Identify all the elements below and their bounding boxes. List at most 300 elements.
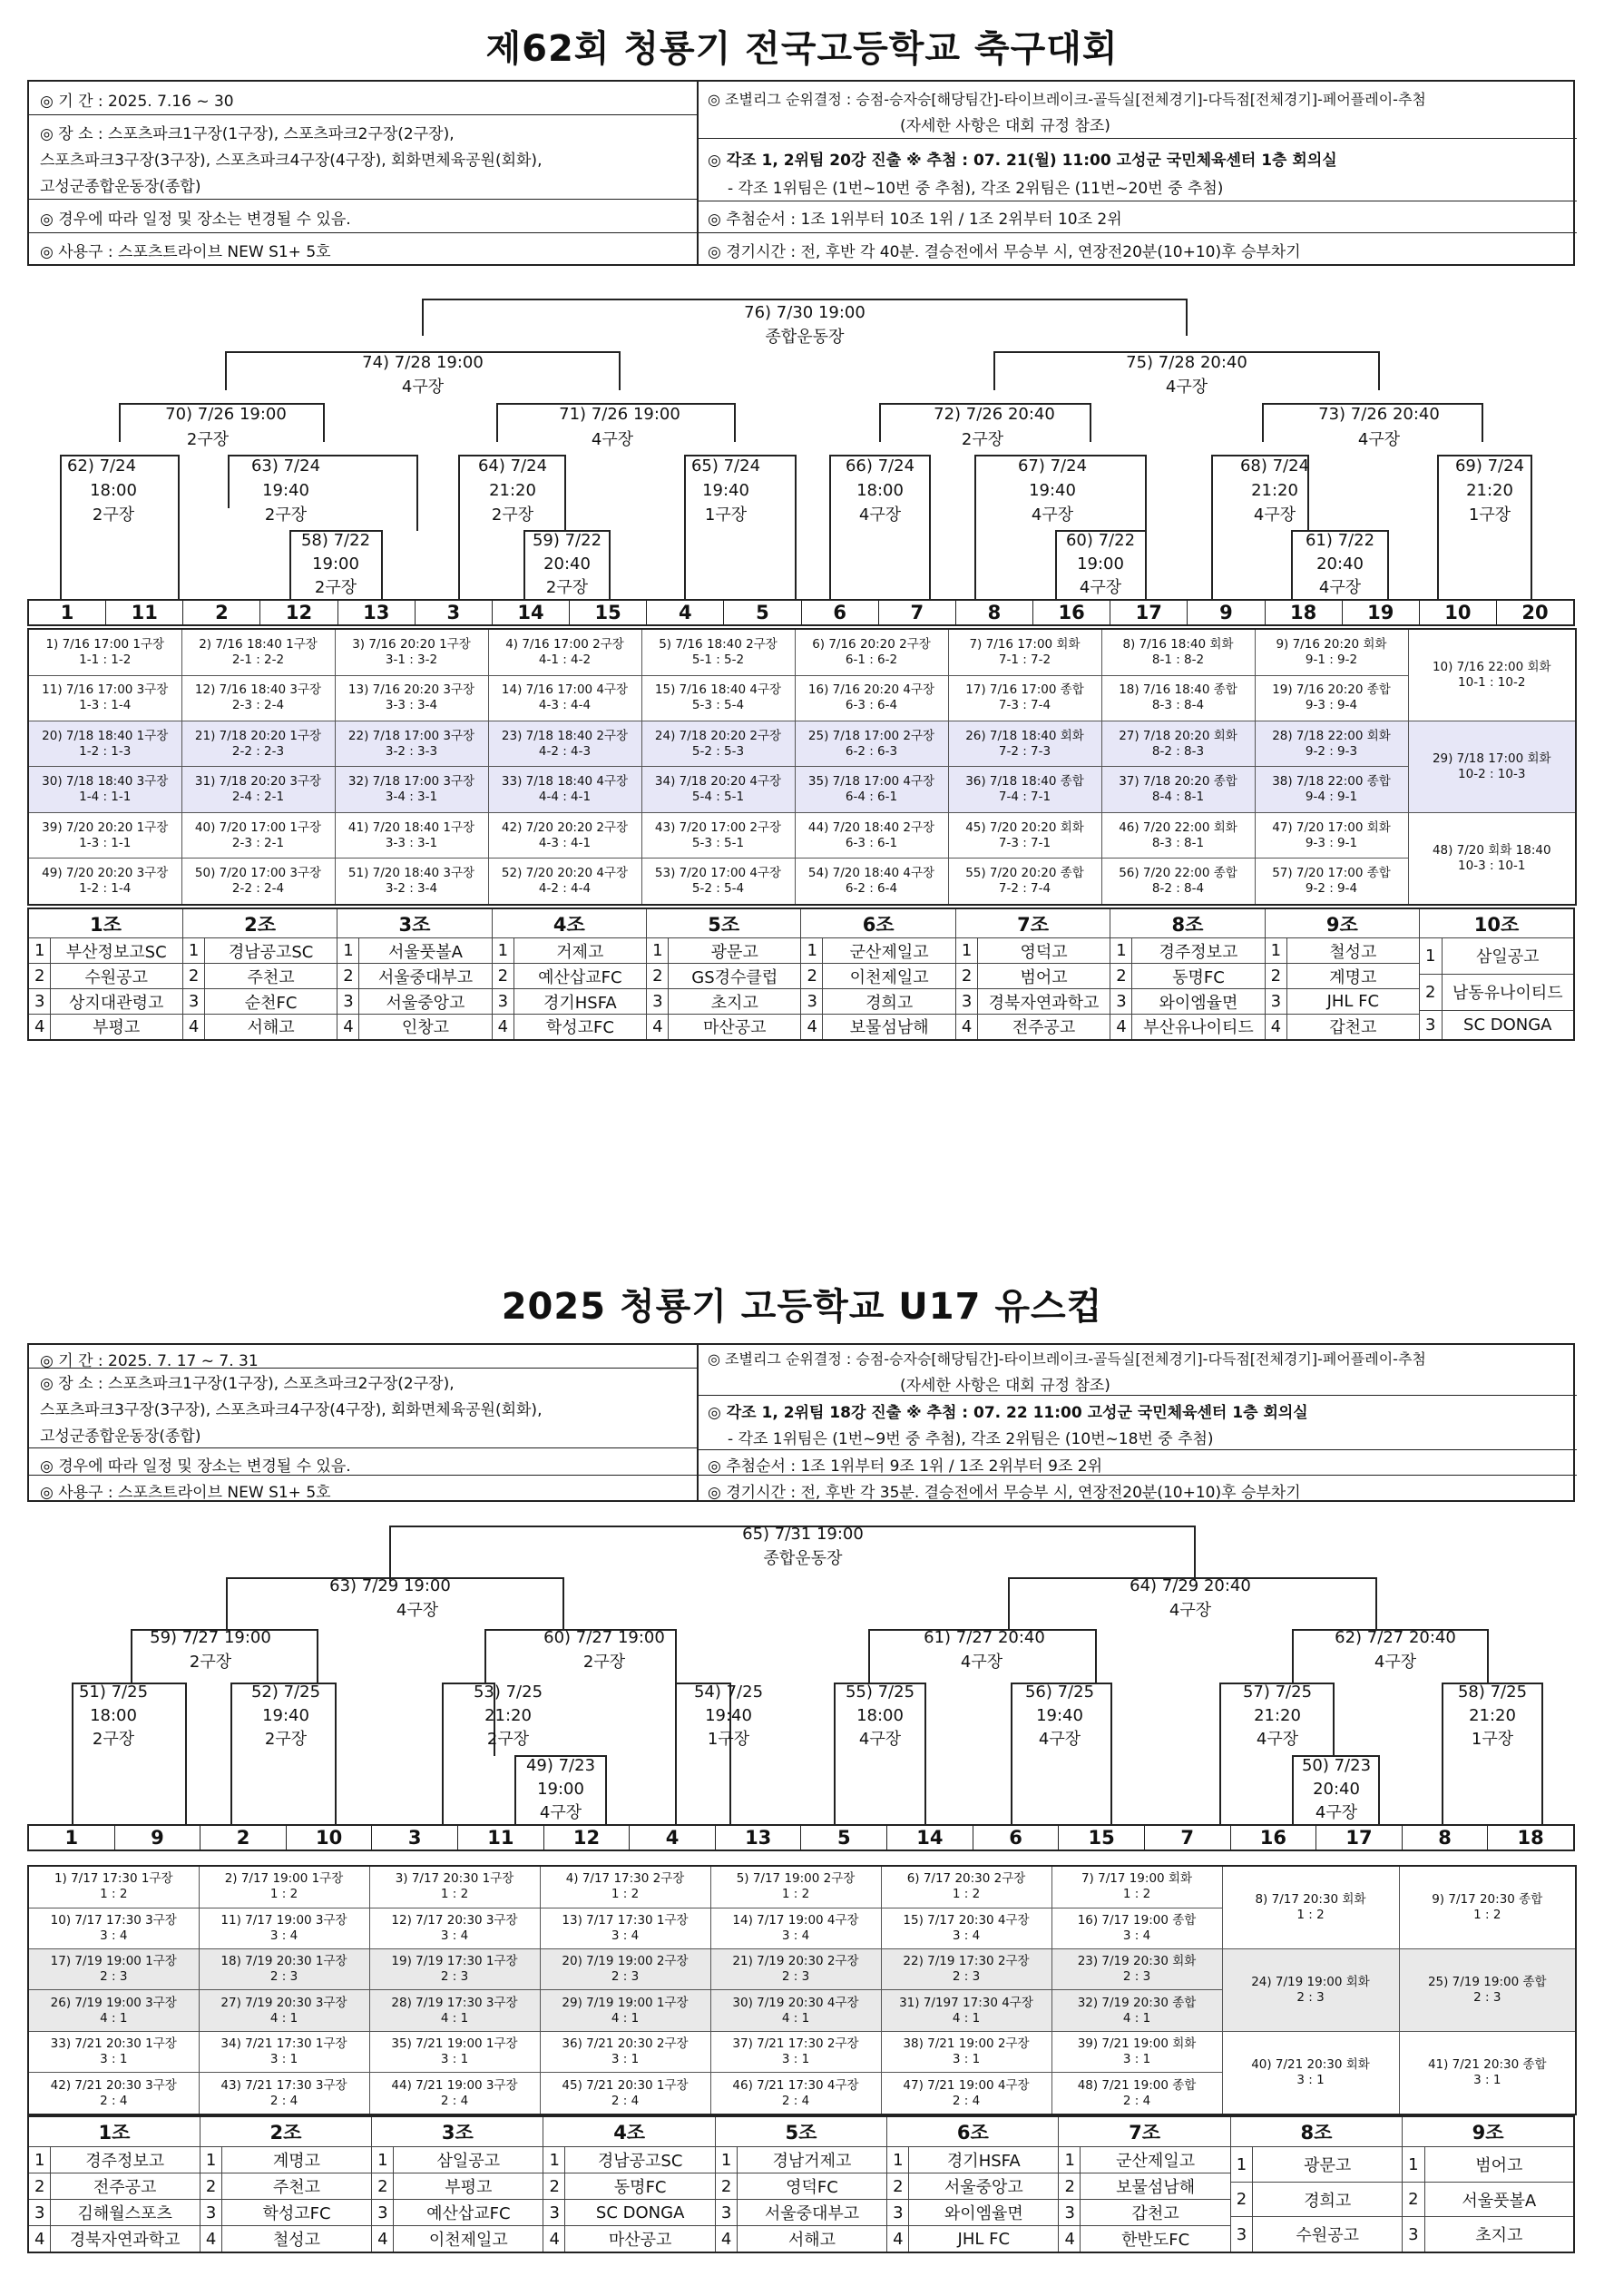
match-pairing: 5-2 : 5-3	[691, 743, 745, 759]
info-draw-detail: - 각조 1위팀은 (1번~10번 중 추첨), 각조 2위팀은 (11번~20번 중 추첨)	[728, 180, 1224, 198]
team-rank: 2	[337, 964, 359, 989]
match-pairing: 4 : 1	[440, 2010, 469, 2026]
team-name: 영덕FC	[737, 2173, 886, 2200]
match-info: 6) 7/16 20:20 2구장	[812, 636, 931, 652]
match-cell	[28, 2031, 199, 2072]
team-name: 거제고	[513, 938, 646, 964]
seed-number: 8	[955, 601, 1032, 624]
match-pairing: 9-2 : 9-3	[1305, 743, 1358, 759]
match-cell	[795, 629, 948, 675]
schedule-row	[28, 859, 1576, 905]
match-label: 59) 7/27 19:00	[150, 1628, 271, 1647]
match-pairing: 2 : 4	[952, 2093, 981, 2108]
match-info: 26) 7/18 18:40 회화	[965, 728, 1084, 743]
team-rank: 3	[28, 2200, 50, 2226]
match-info: 39) 7/21 19:00 회화	[1077, 2036, 1197, 2052]
schedule-row	[28, 675, 1576, 721]
team-rank: 2	[200, 2173, 221, 2200]
team-name: 경남공고SC	[565, 2147, 715, 2173]
match-pairing: 3-2 : 3-4	[385, 881, 438, 897]
match-label: 66) 7/24	[845, 456, 915, 476]
team-name: 광문고	[669, 938, 801, 964]
team-rank: 1	[28, 938, 50, 964]
match-pairing: 1 : 2	[1473, 1908, 1501, 1923]
match-info: 32) 7/18 17:00 3구장	[347, 774, 475, 790]
match-info: 51) 7/20 18:40 3구장	[347, 866, 475, 881]
time-label: 21:20	[484, 1706, 532, 1725]
time-label: 19:40	[262, 481, 309, 500]
seed-number: 10	[1419, 601, 1496, 624]
match-cell	[28, 721, 181, 767]
team-rank: 1	[715, 2147, 737, 2173]
match-cell	[369, 1908, 540, 1948]
match-info: 32) 7/19 20:30 종합	[1077, 1995, 1197, 2010]
match-cell	[1255, 675, 1408, 721]
info-change-note: ◎ 경우에 따라 일정 및 장소는 변경될 수 있음.	[40, 1457, 351, 1476]
match-cell	[488, 675, 641, 721]
info-draw-order: ◎ 추첨순서 : 1조 1위부터 9조 1위 / 1조 2위부터 9조 2위	[708, 1457, 1103, 1476]
match-pairing: 3 : 1	[269, 2052, 298, 2067]
venue-label: 4구장	[1253, 505, 1296, 525]
short-group-table	[1420, 938, 1573, 1039]
team-rank: 1	[543, 2147, 565, 2173]
seed-number: 16	[1032, 601, 1110, 624]
match-pairing: 3 : 4	[611, 1928, 640, 1943]
venue-label: 2구장	[314, 578, 357, 597]
match-pairing: 2 : 4	[1122, 2093, 1151, 2108]
team-name: 이천제일고	[823, 964, 955, 989]
match-info: 40) 7/20 17:00 1구장	[194, 819, 322, 835]
team-rank: 4	[372, 2226, 394, 2252]
team-name: 부평고	[50, 1014, 182, 1040]
team-rank: 4	[715, 2226, 737, 2252]
match-pairing: 3-2 : 3-3	[385, 743, 438, 759]
team-name: SC DONGA	[565, 2200, 715, 2226]
venue-label: 2구장	[582, 1653, 626, 1672]
match-pairing: 3 : 1	[1122, 2052, 1151, 2067]
time-label: 20:40	[1313, 1780, 1360, 1799]
match-info: 31) 7/18 20:20 3구장	[194, 774, 322, 790]
venue-label: 2구장	[92, 1730, 135, 1749]
match-cell	[335, 767, 488, 812]
team-name: 초지고	[669, 989, 801, 1015]
match-pairing: 4 : 1	[100, 2010, 128, 2026]
team-rank: 4	[200, 2226, 221, 2252]
team-rank: 3	[492, 989, 513, 1015]
group-name: 2조	[200, 2116, 371, 2147]
match-pairing: 4-3 : 4-4	[538, 698, 592, 713]
info-advance: ◎ 각조 1, 2위팀 18강 진출 ※ 추첨 : 07. 22 11:00 고성군 국민체육센터 1층 회의실	[708, 1404, 1308, 1422]
match-label: 59) 7/22	[532, 531, 602, 550]
match-pairing: 5-1 : 5-2	[691, 652, 745, 667]
group-name: 6조	[887, 2116, 1059, 2147]
team-name: 삼일공고	[1442, 938, 1573, 974]
info-venue: ◎ 장 소 : 스포츠파크1구장(1구장), 스포츠파크2구장(2구장),	[40, 1375, 455, 1393]
match-label: 65) 7/24	[690, 456, 761, 476]
match-label: 75) 7/28 20:40	[1126, 353, 1247, 372]
group-team-row	[1420, 974, 1573, 1010]
match-info: 45) 7/20 20:20 회화	[965, 819, 1084, 835]
match-info: 36) 7/18 18:40 종합	[965, 774, 1084, 790]
team-rank: 3	[1420, 1010, 1442, 1039]
match-cell	[1255, 721, 1408, 767]
match-pairing: 8-2 : 8-3	[1151, 743, 1205, 759]
match-label: 55) 7/25	[845, 1683, 915, 1702]
match-cell	[1255, 812, 1408, 858]
team-rank: 1	[1059, 2147, 1081, 2173]
match-pairing: 9-3 : 9-1	[1305, 835, 1358, 850]
match-label: 71) 7/26 19:00	[559, 405, 680, 424]
match-info: 22) 7/19 17:30 2구장	[903, 1954, 1030, 1969]
team-rank: 2	[647, 964, 669, 989]
match-info: 17) 7/16 17:00 종합	[965, 682, 1084, 698]
group-team-row	[1403, 2217, 1573, 2252]
seed-number: 11	[105, 601, 182, 624]
match-cell	[28, 675, 181, 721]
seed-number: 19	[1342, 601, 1419, 624]
match-label: 58) 7/22	[300, 531, 371, 550]
match-label: 69) 7/24	[1454, 456, 1525, 476]
match-cell	[881, 2031, 1051, 2072]
group-name: 5조	[715, 2116, 886, 2147]
match-cell	[488, 859, 641, 905]
seed-number: 10	[286, 1826, 372, 1850]
team-rank: 1	[1403, 2147, 1424, 2182]
seed-number: 1	[64, 1827, 79, 1849]
seed-number: 9	[1187, 601, 1264, 624]
match-pairing: 5-3 : 5-1	[691, 835, 745, 850]
match-cell	[199, 1990, 369, 2031]
team-rank: 4	[887, 2226, 909, 2252]
match-info: 38) 7/21 19:00 2구장	[903, 2036, 1030, 2052]
venue-label: 2구장	[486, 1730, 530, 1749]
match-info: 46) 7/21 17:30 4구장	[732, 2077, 859, 2093]
short-group	[1230, 2147, 1402, 2252]
venue-label: 2구장	[92, 505, 135, 525]
team-rank: 3	[1403, 2217, 1424, 2252]
venue-label: 2구장	[545, 578, 589, 597]
match-pairing: 4 : 1	[952, 2010, 981, 2026]
match-cell	[641, 629, 795, 675]
match-cell	[199, 2073, 369, 2114]
match-cell	[488, 721, 641, 767]
tournament2-title: 2025 청룡기 고등학교 U17 유스컵	[501, 1286, 1103, 1328]
match-info: 55) 7/20 20:20 종합	[965, 866, 1084, 881]
match-info: 47) 7/21 19:00 4구장	[903, 2077, 1030, 2093]
info-period: ◎ 기 간 : 2025. 7. 17 ~ 7. 31	[40, 1352, 259, 1370]
tournament1-group-table	[27, 908, 1575, 1041]
seed-number: 5	[723, 601, 800, 624]
team-name: 계명고	[1286, 964, 1419, 989]
team-rank: 2	[28, 2173, 50, 2200]
match-info: 17) 7/19 19:00 1구장	[50, 1954, 177, 1969]
match-info: 6) 7/17 20:30 2구장	[906, 1871, 1026, 1887]
match-cell	[540, 1990, 710, 2031]
time-label: 19:40	[1029, 481, 1076, 500]
match-cell	[1408, 629, 1576, 721]
match-cell	[881, 1990, 1051, 2031]
match-cell	[795, 812, 948, 858]
venue-label: 2구장	[264, 505, 308, 525]
match-pairing: 6-2 : 6-4	[845, 881, 898, 897]
match-pairing: 5-4 : 5-1	[691, 790, 745, 805]
match-cell	[28, 1866, 199, 1908]
match-info: 4) 7/16 17:00 2구장	[505, 636, 624, 652]
seed-number: 4	[629, 1826, 715, 1850]
time-label: 19:00	[312, 554, 359, 574]
match-cell	[1222, 2031, 1399, 2114]
match-pairing: 4 : 1	[781, 2010, 810, 2026]
team-name: 철성고	[1286, 938, 1419, 964]
seed-number: 15	[569, 601, 646, 624]
tournament2-schedule-table	[27, 1865, 1577, 2115]
venue-label: 4구장	[1038, 1730, 1081, 1749]
group-team-row	[1420, 938, 1573, 974]
team-rank: 2	[1420, 974, 1442, 1010]
venue-label: 4구장	[1079, 578, 1122, 597]
match-label: 70) 7/26 19:00	[165, 405, 287, 424]
match-pairing: 3 : 1	[100, 2052, 128, 2067]
match-info: 28) 7/19 17:30 3구장	[391, 1995, 518, 2010]
match-info: 24) 7/18 20:20 2구장	[654, 728, 782, 743]
match-pairing: 10-3 : 10-1	[1458, 858, 1526, 873]
seed-number: 3	[371, 1826, 457, 1850]
venue-label: 종합운동장	[765, 328, 845, 347]
tournament2-info-box	[27, 1343, 1575, 1502]
match-info: 12) 7/16 18:40 3구장	[194, 682, 322, 698]
match-info: 20) 7/18 18:40 1구장	[42, 728, 169, 743]
seed-number: 6	[973, 1826, 1059, 1850]
match-cell	[948, 812, 1101, 858]
venue-label: 4구장	[858, 1730, 902, 1749]
seed-number: 6	[801, 601, 878, 624]
team-name: 부평고	[394, 2173, 543, 2200]
team-rank: 1	[887, 2147, 909, 2173]
match-pairing: 9-2 : 9-4	[1305, 881, 1358, 897]
team-rank: 4	[1265, 1014, 1286, 1040]
venue-label: 4구장	[1374, 1653, 1417, 1672]
group-team-row	[1231, 2217, 1402, 2252]
team-rank: 3	[200, 2200, 221, 2226]
match-info: 10) 7/16 22:00 회화	[1432, 660, 1551, 675]
team-name: 경희고	[1253, 2182, 1402, 2217]
match-pairing: 2 : 4	[440, 2093, 469, 2108]
match-info: 35) 7/21 19:00 1구장	[391, 2036, 518, 2052]
team-name: 서해고	[204, 1014, 337, 1040]
match-cell	[1101, 767, 1255, 812]
group-name: 5조	[647, 908, 801, 938]
team-name: 군산제일고	[823, 938, 955, 964]
match-pairing: 10-1 : 10-2	[1458, 675, 1526, 691]
venue-label: 1구장	[707, 1730, 750, 1749]
match-pairing: 8-2 : 8-4	[1151, 881, 1205, 897]
match-cell	[948, 629, 1101, 675]
seed-number: 7	[1144, 1826, 1230, 1850]
team-rank: 2	[492, 964, 513, 989]
match-pairing: 2 : 4	[611, 2093, 640, 2108]
match-pairing: 3 : 4	[952, 1928, 981, 1943]
team-rank: 3	[647, 989, 669, 1015]
match-info: 23) 7/19 20:30 회화	[1077, 1954, 1197, 1969]
group-name: 7조	[1059, 2116, 1230, 2147]
group-name: 9조	[1265, 908, 1419, 938]
group-team-row	[28, 1014, 1574, 1040]
team-rank: 2	[28, 964, 50, 989]
team-name: 서울중앙고	[359, 989, 492, 1015]
team-name: JHL FC	[1286, 989, 1419, 1015]
tournament1-seed-row	[27, 599, 1575, 626]
match-cell	[488, 767, 641, 812]
match-cell	[795, 859, 948, 905]
match-pairing: 4 : 1	[269, 2010, 298, 2026]
team-name: 영덕고	[977, 938, 1110, 964]
team-name: 예산삽교FC	[513, 964, 646, 989]
match-cell	[369, 1866, 540, 1908]
match-cell	[795, 767, 948, 812]
match-pairing: 7-1 : 7-2	[998, 652, 1051, 667]
match-pairing: 3 : 1	[952, 2052, 981, 2067]
team-name: 경기HSFA	[513, 989, 646, 1015]
venue-label: 1구장	[704, 505, 748, 525]
venue-label: 4구장	[1256, 1730, 1299, 1749]
match-pairing: 3 : 4	[440, 1928, 469, 1943]
match-cell	[369, 1990, 540, 2031]
team-name: 마산공고	[669, 1014, 801, 1040]
match-pairing: 6-3 : 6-1	[845, 835, 898, 850]
team-rank: 2	[715, 2173, 737, 2200]
team-rank: 4	[1110, 1014, 1132, 1040]
time-label: 19:00	[537, 1780, 584, 1799]
info-period: ◎ 기 간 : 2025. 7.16 ~ 30	[40, 93, 234, 111]
match-cell	[540, 1908, 710, 1948]
team-rank: 4	[337, 1014, 359, 1040]
match-cell	[335, 721, 488, 767]
team-rank: 2	[1110, 964, 1132, 989]
venue-label: 2구장	[491, 505, 534, 525]
match-info: 21) 7/19 20:30 2구장	[732, 1954, 859, 1969]
match-pairing: 2 : 3	[100, 1969, 128, 1985]
tournament1-title: 제62회 청룡기 전국고등학교 축구대회	[485, 28, 1119, 70]
match-label: 57) 7/25	[1242, 1683, 1313, 1702]
match-cell	[881, 1866, 1051, 1908]
match-cell	[335, 675, 488, 721]
match-info: 7) 7/16 17:00 회화	[969, 636, 1081, 652]
match-pairing: 7-2 : 7-4	[998, 881, 1051, 897]
team-rank: 3	[955, 989, 977, 1015]
match-info: 34) 7/18 20:20 4구장	[654, 774, 782, 790]
seed-number: 13	[715, 1826, 801, 1850]
info-draw-detail: - 각조 1위팀은 (1번~9번 중 추첨), 각조 2위팀은 (10번~18번 중 추첨)	[728, 1430, 1214, 1448]
match-pairing: 4 : 1	[1122, 2010, 1151, 2026]
time-label: 21:20	[1254, 1706, 1301, 1725]
time-label: 19:40	[1036, 1706, 1083, 1725]
match-pairing: 3-4 : 3-1	[385, 790, 438, 805]
match-label: 61) 7/27 20:40	[924, 1628, 1045, 1647]
group-name: 8조	[1230, 2116, 1402, 2147]
team-name: 서울풋볼A	[1424, 2182, 1573, 2217]
match-label: 74) 7/28 19:00	[362, 353, 484, 372]
team-name: 부산정보고SC	[50, 938, 182, 964]
info-venue: ◎ 장 소 : 스포츠파크1구장(1구장), 스포츠파크2구장(2구장),	[40, 125, 455, 143]
match-pairing: 3 : 1	[1296, 2072, 1325, 2087]
match-cell	[488, 629, 641, 675]
match-cell	[948, 859, 1101, 905]
match-label: 58) 7/25	[1457, 1683, 1528, 1702]
match-cell	[335, 629, 488, 675]
match-info: 3) 7/17 20:30 1구장	[395, 1871, 514, 1887]
venue-label: 4구장	[401, 378, 445, 397]
venue-label: 4구장	[591, 430, 634, 449]
match-pairing: 2-3 : 2-1	[231, 835, 285, 850]
match-cell	[369, 2031, 540, 2072]
match-cell	[335, 812, 488, 858]
match-cell	[1101, 812, 1255, 858]
match-pairing: 1 : 2	[269, 1887, 298, 1902]
team-name: SC DONGA	[1463, 1015, 1552, 1035]
match-cell	[881, 1908, 1051, 1948]
match-label: 56) 7/25	[1024, 1683, 1095, 1702]
team-name: 삼일공고	[394, 2147, 543, 2173]
match-pairing: 3 : 4	[269, 1928, 298, 1943]
team-rank: 2	[1059, 2173, 1081, 2200]
info-venue-2: 스포츠파크3구장(3구장), 스포츠파크4구장(4구장), 회화면체육공원(회화),	[40, 1401, 543, 1419]
team-rank: 4	[28, 1014, 50, 1040]
match-cell	[641, 721, 795, 767]
match-cell	[1222, 1949, 1399, 2032]
match-cell	[1399, 1949, 1576, 2032]
schedule-row	[28, 721, 1576, 767]
schedule-row	[28, 1866, 1576, 1908]
match-cell	[540, 1866, 710, 1908]
match-pairing: 4-2 : 4-3	[538, 743, 592, 759]
info-venue-2: 스포츠파크3구장(3구장), 스포츠파크4구장(4구장), 회화면체육공원(회화),	[40, 152, 543, 170]
match-info: 19) 7/19 17:30 1구장	[391, 1954, 518, 1969]
venue-label: 2구장	[189, 1653, 232, 1672]
time-label: 20:40	[543, 554, 591, 574]
team-name: JHL FC	[909, 2226, 1059, 2252]
match-info: 35) 7/18 17:00 4구장	[807, 774, 935, 790]
team-name: 전주공고	[977, 1014, 1110, 1040]
match-pairing: 2 : 3	[1473, 1989, 1501, 2005]
info-ball: ◎ 사용구 : 스포츠트라이브 NEW S1+ 5호	[40, 1484, 331, 1502]
group-name: 7조	[955, 908, 1110, 938]
venue-label: 4구장	[960, 1653, 1003, 1672]
group-name: 6조	[801, 908, 955, 938]
team-rank: 3	[1265, 989, 1286, 1015]
venue-label: 2구장	[961, 430, 1004, 449]
match-label: 72) 7/26 20:40	[934, 405, 1055, 424]
team-rank: 1	[492, 938, 513, 964]
match-pairing: 1 : 2	[611, 1887, 640, 1902]
info-ranking-note: (자세한 사항은 대회 규정 참조)	[900, 117, 1110, 135]
time-label: 21:20	[1251, 481, 1298, 500]
venue-label: 2구장	[186, 430, 230, 449]
match-info: 21) 7/18 20:20 1구장	[194, 728, 322, 743]
tournament1-bracket	[0, 0, 1604, 603]
match-info: 49) 7/20 20:20 3구장	[42, 866, 169, 881]
team-rank: 2	[1231, 2182, 1253, 2217]
match-label: 63) 7/24	[250, 456, 321, 476]
match-cell	[1051, 1990, 1222, 2031]
match-info: 29) 7/18 17:00 회화	[1432, 751, 1551, 766]
team-name: 경주정보고	[1132, 938, 1265, 964]
time-label: 18:00	[90, 481, 137, 500]
match-info: 13) 7/16 20:20 3구장	[347, 682, 475, 698]
short-group-table	[1231, 2147, 1402, 2252]
match-info: 20) 7/19 19:00 2구장	[562, 1954, 689, 1969]
team-name: 남동유나이티드	[1442, 974, 1573, 1010]
match-cell	[28, 1990, 199, 2031]
